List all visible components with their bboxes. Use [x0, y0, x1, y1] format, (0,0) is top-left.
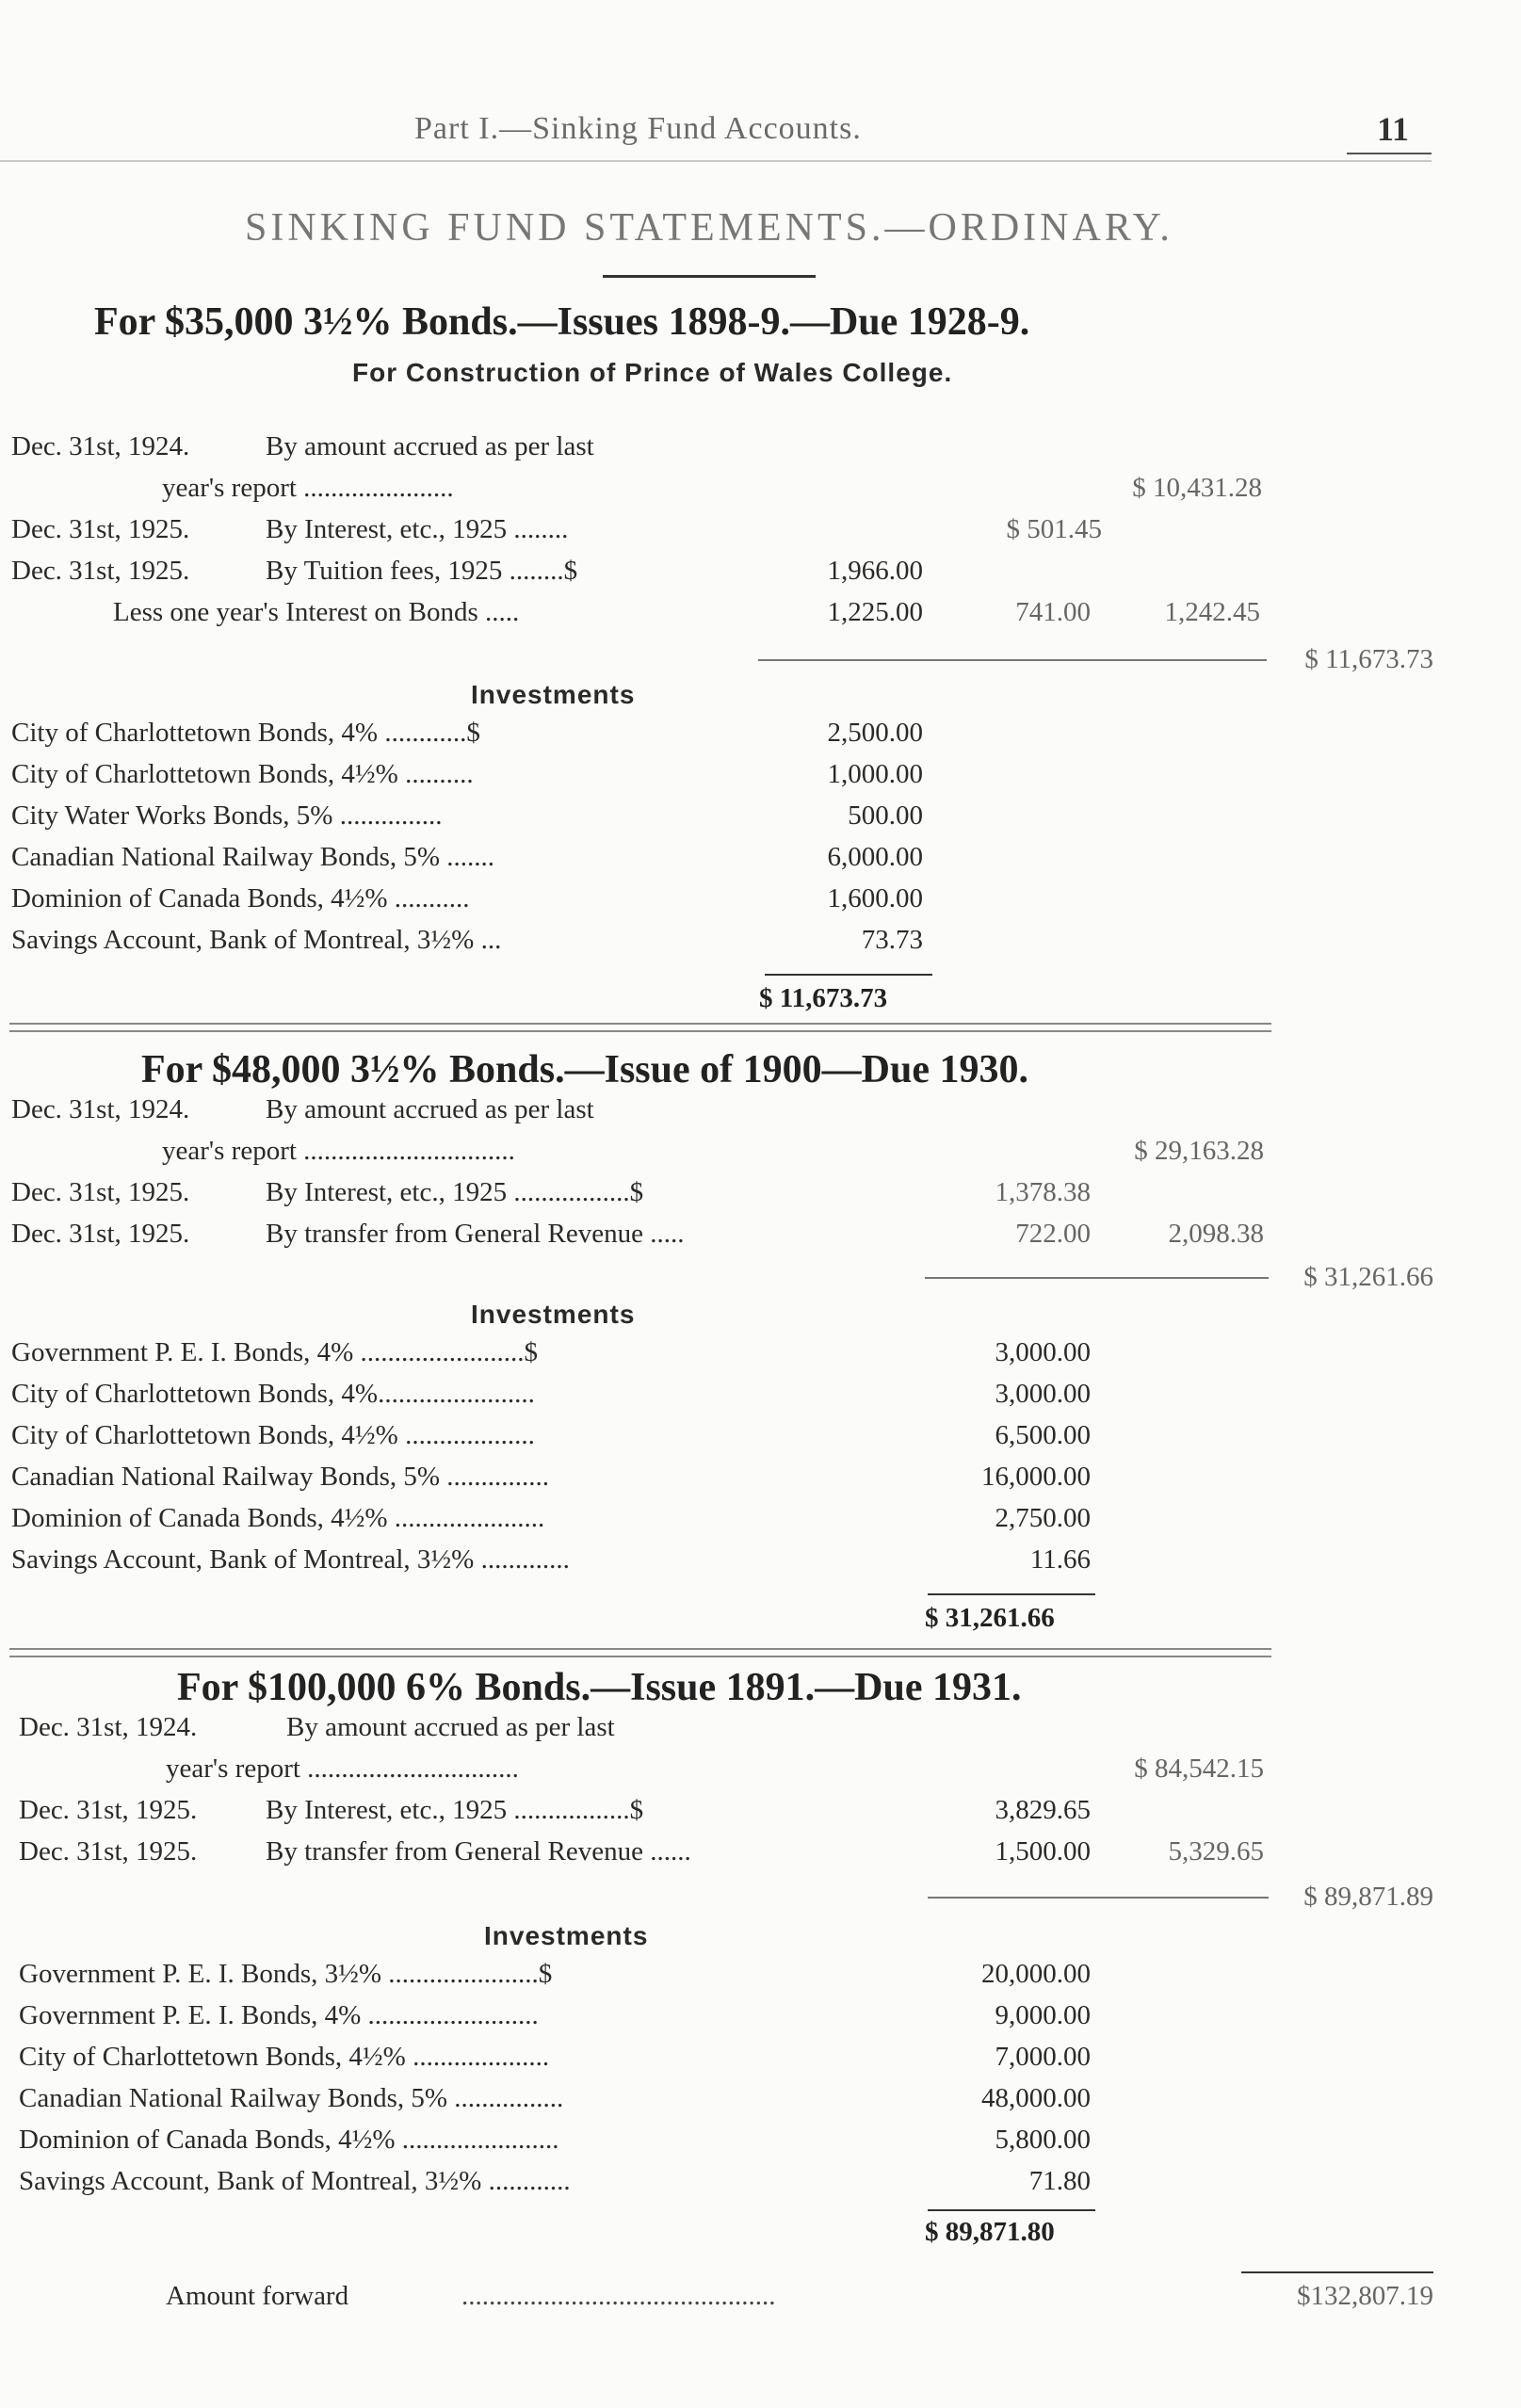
entry-date: Dec. 31st, 1924. [11, 1094, 190, 1124]
investment-amount: 3,000.00 [995, 1337, 1091, 1367]
investments-heading: Investments [484, 1921, 649, 1950]
entry-col3: $ 29,163.28 [1134, 1136, 1264, 1166]
entry-desc-cont: year's report ...................... [162, 473, 454, 503]
header-rule-short [1347, 153, 1432, 154]
investment-amount: 1,000.00 [827, 759, 923, 789]
investment-name: Dominion of Canada Bonds, 4½% ....................... [19, 2125, 559, 2155]
investment-name: Savings Account, Bank of Montreal, 3½% ............. [11, 1544, 570, 1575]
investment-amount: 5,800.00 [995, 2125, 1091, 2155]
entry-date: Dec. 31st, 1925. [11, 556, 190, 586]
amount-forward-leader: .............................................. [461, 2281, 776, 2311]
entry-desc: By transfer from General Revenue ...... [266, 1836, 691, 1867]
entry-col3: $ 10,431.28 [1132, 473, 1262, 503]
investments-total: $ 31,261.66 [925, 1603, 1055, 1633]
investments-total: $ 89,871.80 [925, 2217, 1055, 2247]
investment-name: City of Charlottetown Bonds, 4%....................... [11, 1379, 535, 1409]
investment-name: City of Charlottetown Bonds, 4% ............$ [11, 718, 480, 748]
investments-heading: Investments [471, 680, 636, 709]
entry-col3: 2,098.38 [1168, 1219, 1264, 1249]
entry-desc: By transfer from General Revenue ..... [266, 1219, 685, 1249]
amount-forward-label: Amount forward [166, 2281, 349, 2311]
investment-amount: 500.00 [848, 800, 923, 831]
running-head: Part I.—Sinking Fund Accounts. [414, 111, 862, 146]
investment-name: Canadian National Railway Bonds, 5% ............... [11, 1462, 550, 1492]
entry-col2: $ 501.45 [1006, 514, 1102, 544]
investments-rule [928, 1593, 1095, 1595]
subtotal-rule [928, 1897, 1269, 1899]
investment-amount: 48,000.00 [981, 2083, 1091, 2113]
subtotal-rule [758, 659, 1267, 661]
section-2-title: For $48,000 3½% Bonds.—Issue of 1900—Due 1930. [141, 1048, 1028, 1091]
section-divider [9, 1648, 1271, 1657]
section-divider [9, 1023, 1271, 1032]
section-grand-total: $ 31,261.66 [1303, 1262, 1433, 1292]
investment-amount: 16,000.00 [981, 1462, 1091, 1492]
investment-name: Dominion of Canada Bonds, 4½% ........... [11, 883, 470, 913]
investment-amount: 1,600.00 [827, 883, 923, 913]
investment-amount: 6,500.00 [995, 1420, 1091, 1450]
section-3-title: For $100,000 6% Bonds.—Issue 1891.—Due 1931. [177, 1666, 1022, 1709]
investments-rule [765, 974, 932, 976]
entry-desc: By amount accrued as per last [266, 1094, 594, 1124]
investment-amount: 71.80 [1028, 2166, 1091, 2196]
entry-desc-cont: year's report ............................... [166, 1753, 519, 1784]
entry-desc: By Tuition fees, 1925 ........$ [266, 556, 578, 586]
investment-name: City of Charlottetown Bonds, 4½% .................... [19, 2042, 550, 2072]
investment-name: Canadian National Railway Bonds, 5% ................ [19, 2083, 564, 2113]
entry-desc: By Interest, etc., 1925 .................$ [266, 1177, 644, 1207]
investment-amount: 2,750.00 [995, 1503, 1091, 1533]
page-number: 11 [1377, 110, 1410, 148]
entry-date: Dec. 31st, 1924. [11, 431, 190, 461]
investment-name: Government P. E. I. Bonds, 4% ......................... [19, 2000, 539, 2030]
investment-amount: 11.66 [1029, 1544, 1091, 1575]
investment-amount: 73.73 [861, 925, 923, 955]
forward-rule [1241, 2271, 1433, 2273]
investment-amount: 3,000.00 [995, 1379, 1091, 1409]
main-title: SINKING FUND STATEMENTS.—ORDINARY. [245, 206, 1173, 250]
investment-name: Savings Account, Bank of Montreal, 3½% ............ [19, 2166, 571, 2196]
entry-desc-cont: year's report ............................... [162, 1136, 515, 1166]
entry-col3: $ 84,542.15 [1134, 1753, 1264, 1784]
investment-name: City of Charlottetown Bonds, 4½% ................... [11, 1420, 535, 1450]
entry-desc: By Interest, etc., 1925 .................$ [266, 1795, 644, 1825]
entry-col3: 5,329.65 [1168, 1836, 1264, 1867]
investment-amount: 9,000.00 [995, 2000, 1091, 2030]
entry-date: Dec. 31st, 1925. [11, 1177, 190, 1207]
entry-col1: 1,966.00 [827, 556, 923, 586]
investment-amount: 2,500.00 [827, 718, 923, 748]
entry-date: Dec. 31st, 1925. [19, 1795, 198, 1825]
investment-name: Government P. E. I. Bonds, 4% ........................$ [11, 1337, 539, 1367]
entry-desc: By amount accrued as per last [286, 1712, 615, 1742]
entry-col2: 3,829.65 [995, 1795, 1091, 1825]
investment-name: Canadian National Railway Bonds, 5% ....... [11, 842, 495, 872]
investments-rule [928, 2209, 1095, 2211]
header-rule [0, 160, 1432, 162]
investment-name: Dominion of Canada Bonds, 4½% ...................... [11, 1503, 545, 1533]
investments-total: $ 11,673.73 [759, 983, 888, 1013]
investments-heading: Investments [471, 1300, 636, 1329]
entry-desc: By Interest, etc., 1925 ........ [266, 514, 569, 544]
entry-date: Dec. 31st, 1925. [19, 1836, 198, 1867]
amount-forward-value: $132,807.19 [1297, 2281, 1433, 2311]
section-grand-total: $ 11,673.73 [1304, 644, 1433, 674]
entry-col1: 1,225.00 [827, 597, 923, 627]
investment-amount: 20,000.00 [981, 1959, 1091, 1989]
investment-amount: 7,000.00 [995, 2042, 1091, 2072]
section-1-title: For $35,000 3½% Bonds.—Issues 1898-9.—Due 1928-9. [94, 300, 1030, 344]
investment-name: Savings Account, Bank of Montreal, 3½% ... [11, 925, 502, 955]
subtotal-rule [925, 1277, 1269, 1279]
entry-date: Dec. 31st, 1924. [19, 1712, 198, 1742]
entry-col2: 1,378.38 [995, 1177, 1091, 1207]
section-1-subtitle: For Construction of Prince of Wales College. [352, 358, 953, 387]
investment-name: City Water Works Bonds, 5% ............... [11, 800, 443, 831]
entry-col3: 1,242.45 [1164, 597, 1260, 627]
entry-date: Dec. 31st, 1925. [11, 1219, 190, 1249]
investment-name: Government P. E. I. Bonds, 3½% ......................$ [19, 1959, 553, 1989]
investment-amount: 6,000.00 [827, 842, 923, 872]
entry-col2: 741.00 [1015, 597, 1091, 627]
entry-date: Dec. 31st, 1925. [11, 514, 190, 544]
entry-desc: By amount accrued as per last [266, 431, 594, 461]
investment-name: City of Charlottetown Bonds, 4½% .......... [11, 759, 474, 789]
entry-col2: 722.00 [1015, 1219, 1091, 1249]
entry-col2: 1,500.00 [995, 1836, 1091, 1867]
entry-desc: Less one year's Interest on Bonds ..... [113, 597, 520, 627]
section-grand-total: $ 89,871.89 [1303, 1882, 1433, 1912]
title-rule [603, 275, 816, 278]
